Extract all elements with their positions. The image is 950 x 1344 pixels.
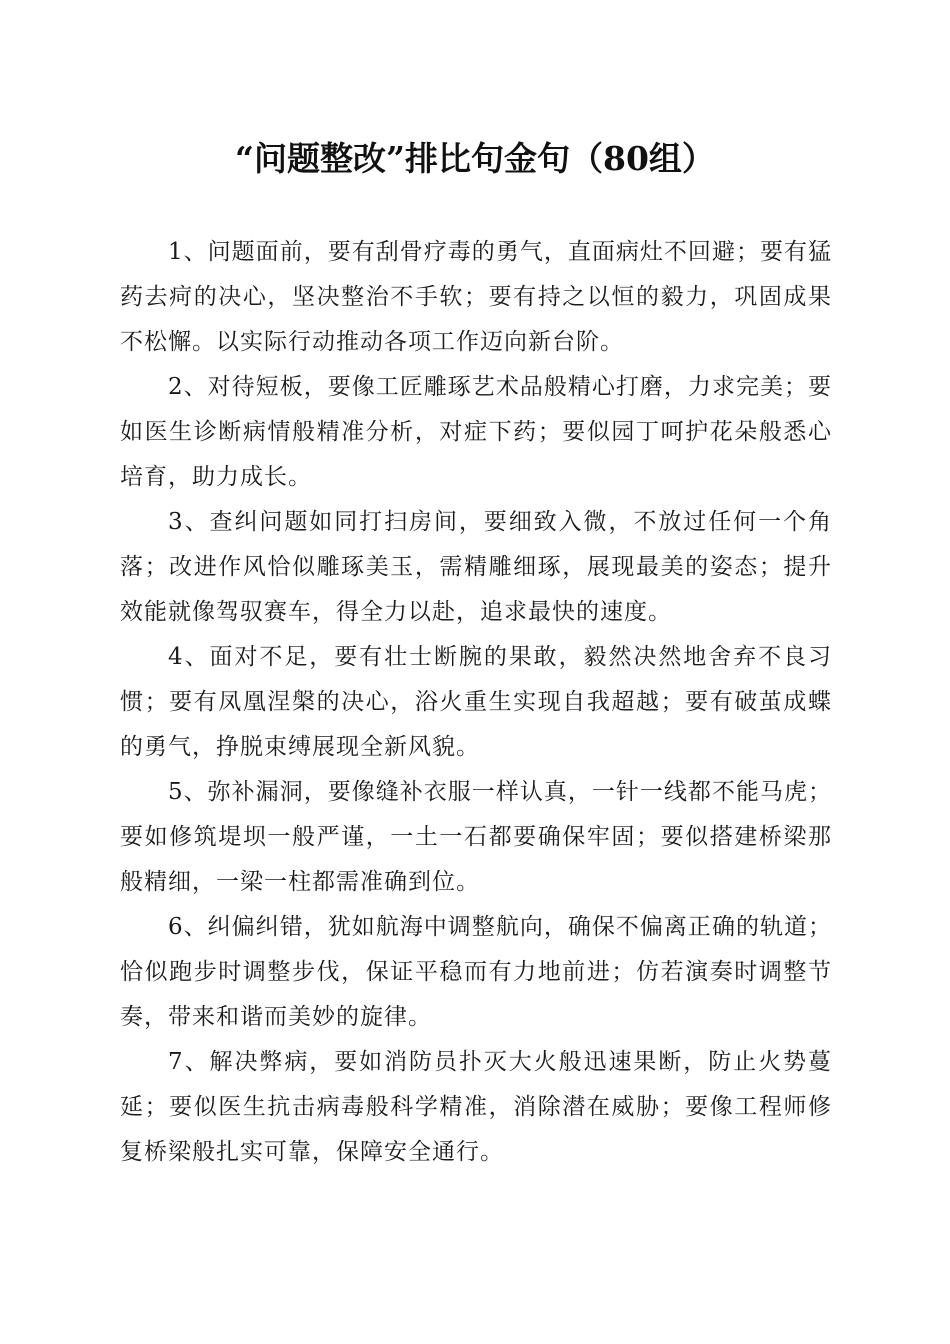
paragraph-5: 5、弥补漏洞，要像缝补衣服一样认真，一针一线都不能马虎；要如修筑堤坝一般严谨，一土一石都要确保牢固；要似搭建桥梁那般精细，一梁一柱都需准确到位。 <box>120 779 832 895</box>
document-body <box>120 230 832 1175</box>
document-title: “问题整改”排比句金句（80组） <box>235 139 715 178</box>
paragraph-4: 4、面对不足，要有壮士断腕的果敢，毅然决然地舍弃不良习惯；要有凤凰涅槃的决心，浴火重生实现自我超越；要有破茧成蝶的勇气，挣脱束缚展现全新风貌。 <box>120 644 832 760</box>
paragraph-3: 3、查纠问题如同打扫房间，要细致入微，不放过任何一个角落；改进作风恰似雕琢美玉，需精雕细琢，展现最美的姿态；提升效能就像驾驭赛车，得全力以赴，追求最快的速度。 <box>120 509 832 625</box>
paragraph-7: 7、解决弊病，要如消防员扑灭大火般迅速果断，防止火势蔓延；要似医生抗击病毒般科学精准，消除潜在威胁；要像工程师修复桥梁般扎实可靠，保障安全通行。 <box>120 1049 832 1165</box>
paragraph-2: 2、对待短板，要像工匠雕琢艺术品般精心打磨，力求完美；要如医生诊断病情般精准分析，对症下药；要似园丁呵护花朵般悉心培育，助力成长。 <box>120 374 832 490</box>
paragraph-6: 6、纠偏纠错，犹如航海中调整航向，确保不偏离正确的轨道；恰似跑步时调整步伐，保证平稳而有力地前进；仿若演奏时调整节奏，带来和谐而美妙的旋律。 <box>120 914 832 1030</box>
paragraph-1: 1、问题面前，要有刮骨疗毒的勇气，直面病灶不回避；要有猛药去疴的决心，坚决整治不手软；要有持之以恒的毅力，巩固成果不松懈。以实际行动推动各项工作迈向新台阶。 <box>120 239 832 355</box>
